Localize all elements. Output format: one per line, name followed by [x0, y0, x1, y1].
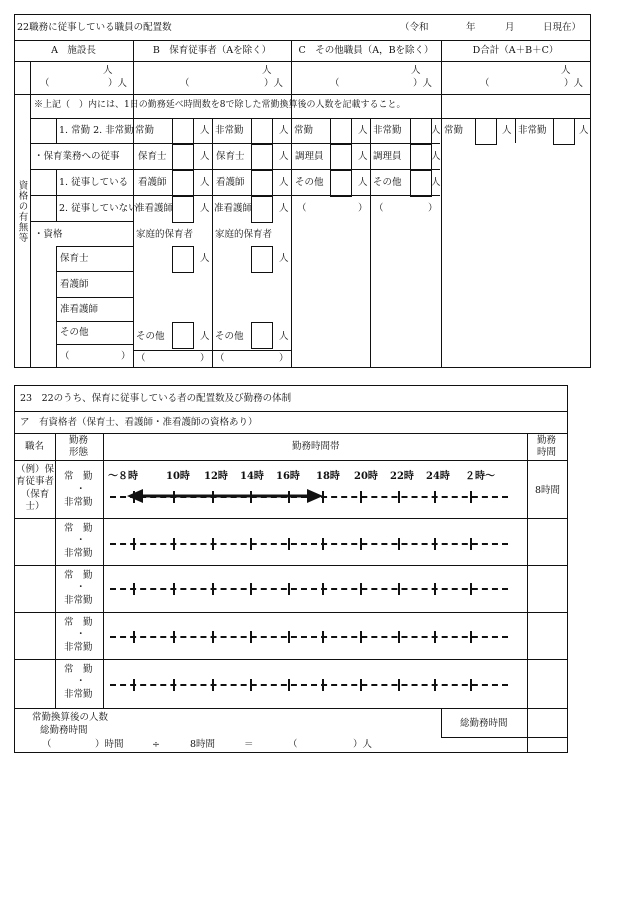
total-hours-label: 総勤務時間 — [460, 718, 508, 729]
d-count-unit: 人 — [561, 65, 571, 76]
timeline-tick — [133, 679, 135, 691]
timeline-tick — [250, 538, 252, 550]
work-form-hijokin: 非常勤 — [64, 642, 93, 653]
timeline-tick — [434, 491, 436, 503]
time-label: 22時 — [390, 471, 414, 482]
timeline-tick — [398, 491, 400, 503]
header-keitai-1: 勤務 — [69, 435, 89, 446]
timeline-dashed-line — [110, 684, 508, 686]
c1-paren-close: ） — [358, 203, 368, 214]
b2-hoikushi: 保育士 — [216, 151, 245, 162]
timeline-tick — [470, 583, 472, 595]
col-c-header: C その他職員（A，Bを除く） — [298, 45, 434, 56]
b1-hoikushi-unit: 人 — [200, 151, 210, 162]
work-form-hijokin: 非常勤 — [64, 595, 93, 606]
timeline-tick — [133, 583, 135, 595]
b1-kangoshi-unit: 人 — [200, 177, 210, 188]
timeline-tick — [470, 679, 472, 691]
b2-jun-unit: 人 — [279, 203, 289, 214]
timeline-tick — [133, 631, 135, 643]
c-jokin-unit: 人 — [358, 125, 368, 136]
timeline-tick — [212, 538, 214, 550]
timeline-tick — [288, 679, 290, 691]
time-label: 14時 — [240, 471, 264, 482]
timeline-tick — [288, 631, 290, 643]
time-label: ２時～ — [465, 471, 495, 482]
example-job-name: （例）保育従事者（保育士） — [15, 464, 54, 513]
work-form-jokin: 常 勤 — [64, 570, 93, 581]
time-label: 20時 — [354, 471, 378, 482]
footer-calc-hours: ）時間 — [95, 739, 124, 750]
b2-kangoshi: 看護師 — [216, 177, 245, 188]
row4-label: 2. 従事していない — [59, 203, 138, 214]
work-form-hijokin: 非常勤 — [64, 497, 93, 508]
b-paren-open: （ — [180, 78, 190, 89]
b-paren-unit: ）人 — [264, 78, 284, 89]
b2-sonota: その他 — [215, 331, 244, 342]
d-hijokin-label: 非常勤 — [518, 125, 547, 136]
timeline-tick — [288, 538, 290, 550]
b1-jun-kangoshi: 准看護師 — [135, 203, 174, 214]
work-form-separator: ・ — [76, 582, 86, 593]
timeline-tick — [250, 679, 252, 691]
date-prefix: （令和 — [400, 22, 429, 33]
qual-kangoshi: 看護師 — [60, 279, 89, 290]
c2-sonota-unit: 人 — [431, 177, 441, 188]
work-form-hijokin: 非常勤 — [64, 689, 93, 700]
work-form-separator: ・ — [76, 535, 86, 546]
c-hijokin-label: 非常勤 — [373, 125, 402, 136]
note-text: ※上記（ ）内には、1日の勤務延べ時間数を8で除した常勤換算後の人数を記載すること。 — [34, 100, 406, 110]
qual-hoikushi: 保育士 — [60, 253, 89, 264]
b1-hoikushi: 保育士 — [138, 151, 167, 162]
a-paren-unit: ）人 — [108, 78, 128, 89]
timeline-tick — [322, 631, 324, 643]
qual-paren-open: （ — [60, 351, 70, 362]
time-label: 24時 — [426, 471, 450, 482]
d-paren-open: （ — [480, 78, 490, 89]
b1-sonota: その他 — [136, 331, 165, 342]
timeline-tick — [173, 679, 175, 691]
timeline-tick — [288, 583, 290, 595]
work-form-jokin: 常 勤 — [64, 664, 93, 675]
timeline-tick — [470, 491, 472, 503]
timeline-tick — [250, 583, 252, 595]
col-a-header: A 施設長 — [51, 45, 96, 56]
timeline-tick — [360, 538, 362, 550]
time-label: 18時 — [316, 471, 340, 482]
c-paren-unit: ）人 — [413, 78, 433, 89]
work-form-jokin: 常 勤 — [64, 617, 93, 628]
c-paren-open: （ — [330, 78, 340, 89]
timeline-tick — [434, 538, 436, 550]
timeline-tick — [173, 583, 175, 595]
b-hijokin-label: 非常勤 — [215, 125, 244, 136]
row5-label: ・資格 — [34, 229, 63, 240]
b1-jun-unit: 人 — [200, 203, 210, 214]
header-shokumei: 職名 — [25, 441, 45, 452]
timeline-tick — [360, 583, 362, 595]
time-label: 10時 — [166, 471, 190, 482]
b2-katei: 家庭的保育者 — [215, 229, 273, 240]
timeline-tick — [212, 583, 214, 595]
a-paren-open: （ — [40, 78, 50, 89]
b2-paren-close: ） — [279, 353, 289, 364]
a-count-unit: 人 — [103, 65, 113, 76]
header-jikan-2: 時間 — [537, 447, 557, 458]
timeline-tick — [398, 538, 400, 550]
header-jikan-1: 勤務 — [537, 435, 557, 446]
timeline-tick — [212, 631, 214, 643]
d-paren-unit: ）人 — [564, 78, 584, 89]
footer-divide: ÷ — [152, 739, 160, 750]
b1-katei-unit: 人 — [200, 253, 210, 264]
c2-paren-close: ） — [428, 203, 438, 214]
row2-label: ・保育業務への従事 — [34, 151, 120, 162]
timeline-tick — [360, 679, 362, 691]
time-label: 16時 — [276, 471, 300, 482]
timeline-tick — [470, 538, 472, 550]
b1-paren-close: ） — [200, 353, 210, 364]
example-hours: 8時間 — [535, 485, 561, 496]
d-jokin-unit: 人 — [502, 125, 512, 136]
footer-label-2: 総勤務時間 — [40, 725, 88, 736]
d-jokin-label: 常勤 — [444, 125, 464, 136]
col-d-header: D合計（A＋B＋C） — [472, 45, 559, 56]
timeline-tick — [173, 538, 175, 550]
footer-8h: 8時間 — [190, 739, 216, 750]
timeline-dashed-line — [110, 543, 508, 545]
timeline-tick — [322, 583, 324, 595]
c2-choriin: 調理員 — [373, 151, 402, 162]
date-year: 年 — [466, 22, 476, 33]
timeline-tick — [360, 631, 362, 643]
d-hijokin-unit: 人 — [579, 125, 589, 136]
b2-sonota-unit: 人 — [279, 331, 289, 342]
footer-result-open: （ — [288, 739, 298, 750]
timeline-tick — [133, 538, 135, 550]
work-form-separator: ・ — [76, 676, 86, 687]
timeline-tick — [434, 583, 436, 595]
c-count-unit: 人 — [411, 65, 421, 76]
timeline-tick — [434, 631, 436, 643]
section-22-title: 22職務に従事している職員の配置数 — [17, 22, 172, 33]
work-form-separator: ・ — [76, 484, 86, 495]
work-form-jokin: 常 勤 — [64, 471, 93, 482]
b1-sonota-unit: 人 — [200, 331, 210, 342]
timeline-tick — [250, 631, 252, 643]
b2-paren-open: （ — [215, 353, 225, 364]
col-b-header: B 保育従事者（Aを除く） — [152, 45, 272, 56]
timeline-tick — [398, 679, 400, 691]
b1-paren-open: （ — [136, 353, 146, 364]
c1-choriin-unit: 人 — [358, 151, 368, 162]
row1-label: 1. 常勤 2. 非常勤 — [59, 125, 134, 136]
timeline-dashed-line — [110, 588, 508, 590]
timeline-tick — [470, 631, 472, 643]
c2-choriin-unit: 人 — [431, 151, 441, 162]
example-shift-arrow — [125, 488, 325, 504]
timeline-dashed-line — [110, 636, 508, 638]
qual-jun-kangoshi: 准看護師 — [60, 304, 99, 315]
b-jokin-label: 常勤 — [135, 125, 155, 136]
b2-kangoshi-unit: 人 — [279, 177, 289, 188]
footer-result-close: ）人 — [353, 739, 373, 750]
side-label-shikaku: 資格の有無等 — [16, 180, 28, 243]
header-jikantai: 勤務時間帯 — [292, 441, 340, 452]
header-keitai-2: 形態 — [69, 447, 89, 458]
c2-paren-open: （ — [374, 203, 384, 214]
c1-choriin: 調理員 — [295, 151, 324, 162]
c-hijokin-unit: 人 — [431, 125, 441, 136]
time-label: 12時 — [204, 471, 228, 482]
qual-paren-close: ） — [121, 351, 131, 362]
c1-paren-open: （ — [297, 203, 307, 214]
qual-sonota: その他 — [60, 327, 89, 338]
time-label: ～８時 — [108, 471, 138, 482]
footer-label-1: 常勤換算後の人数 — [32, 712, 109, 723]
date-month: 月 — [505, 22, 515, 33]
b2-hoikushi-unit: 人 — [279, 151, 289, 162]
section-23-subtitle: ア 有資格者（保育士、看護師・准看護師の資格あり） — [20, 417, 258, 428]
b-hijokin-unit: 人 — [279, 125, 289, 136]
work-form-jokin: 常 勤 — [64, 523, 93, 534]
section-23-title: 23 22のうち、保育に従事している者の配置数及び勤務の体制 — [20, 393, 292, 404]
row3-label: 1. 従事している — [59, 177, 129, 188]
b2-jun-kangoshi: 准看護師 — [214, 203, 253, 214]
b1-kangoshi: 看護師 — [138, 177, 167, 188]
work-form-hijokin: 非常勤 — [64, 548, 93, 559]
timeline-tick — [322, 538, 324, 550]
c1-sonota-unit: 人 — [358, 177, 368, 188]
date-day: 日現在） — [543, 22, 582, 33]
timeline-tick — [398, 583, 400, 595]
timeline-tick — [434, 679, 436, 691]
timeline-tick — [173, 631, 175, 643]
work-form-separator: ・ — [76, 629, 86, 640]
c-jokin-label: 常勤 — [294, 125, 314, 136]
footer-equals: ＝ — [244, 739, 254, 750]
c1-sonota: その他 — [295, 177, 324, 188]
c2-sonota: その他 — [373, 177, 402, 188]
timeline-tick — [212, 679, 214, 691]
b-count-unit: 人 — [262, 65, 272, 76]
timeline-tick — [398, 631, 400, 643]
b2-katei-unit: 人 — [279, 253, 289, 264]
timeline-tick — [360, 491, 362, 503]
timeline-tick — [322, 679, 324, 691]
footer-calc-open: （ — [42, 739, 52, 750]
b1-katei: 家庭的保育者 — [136, 229, 194, 240]
b-jokin-unit: 人 — [200, 125, 210, 136]
